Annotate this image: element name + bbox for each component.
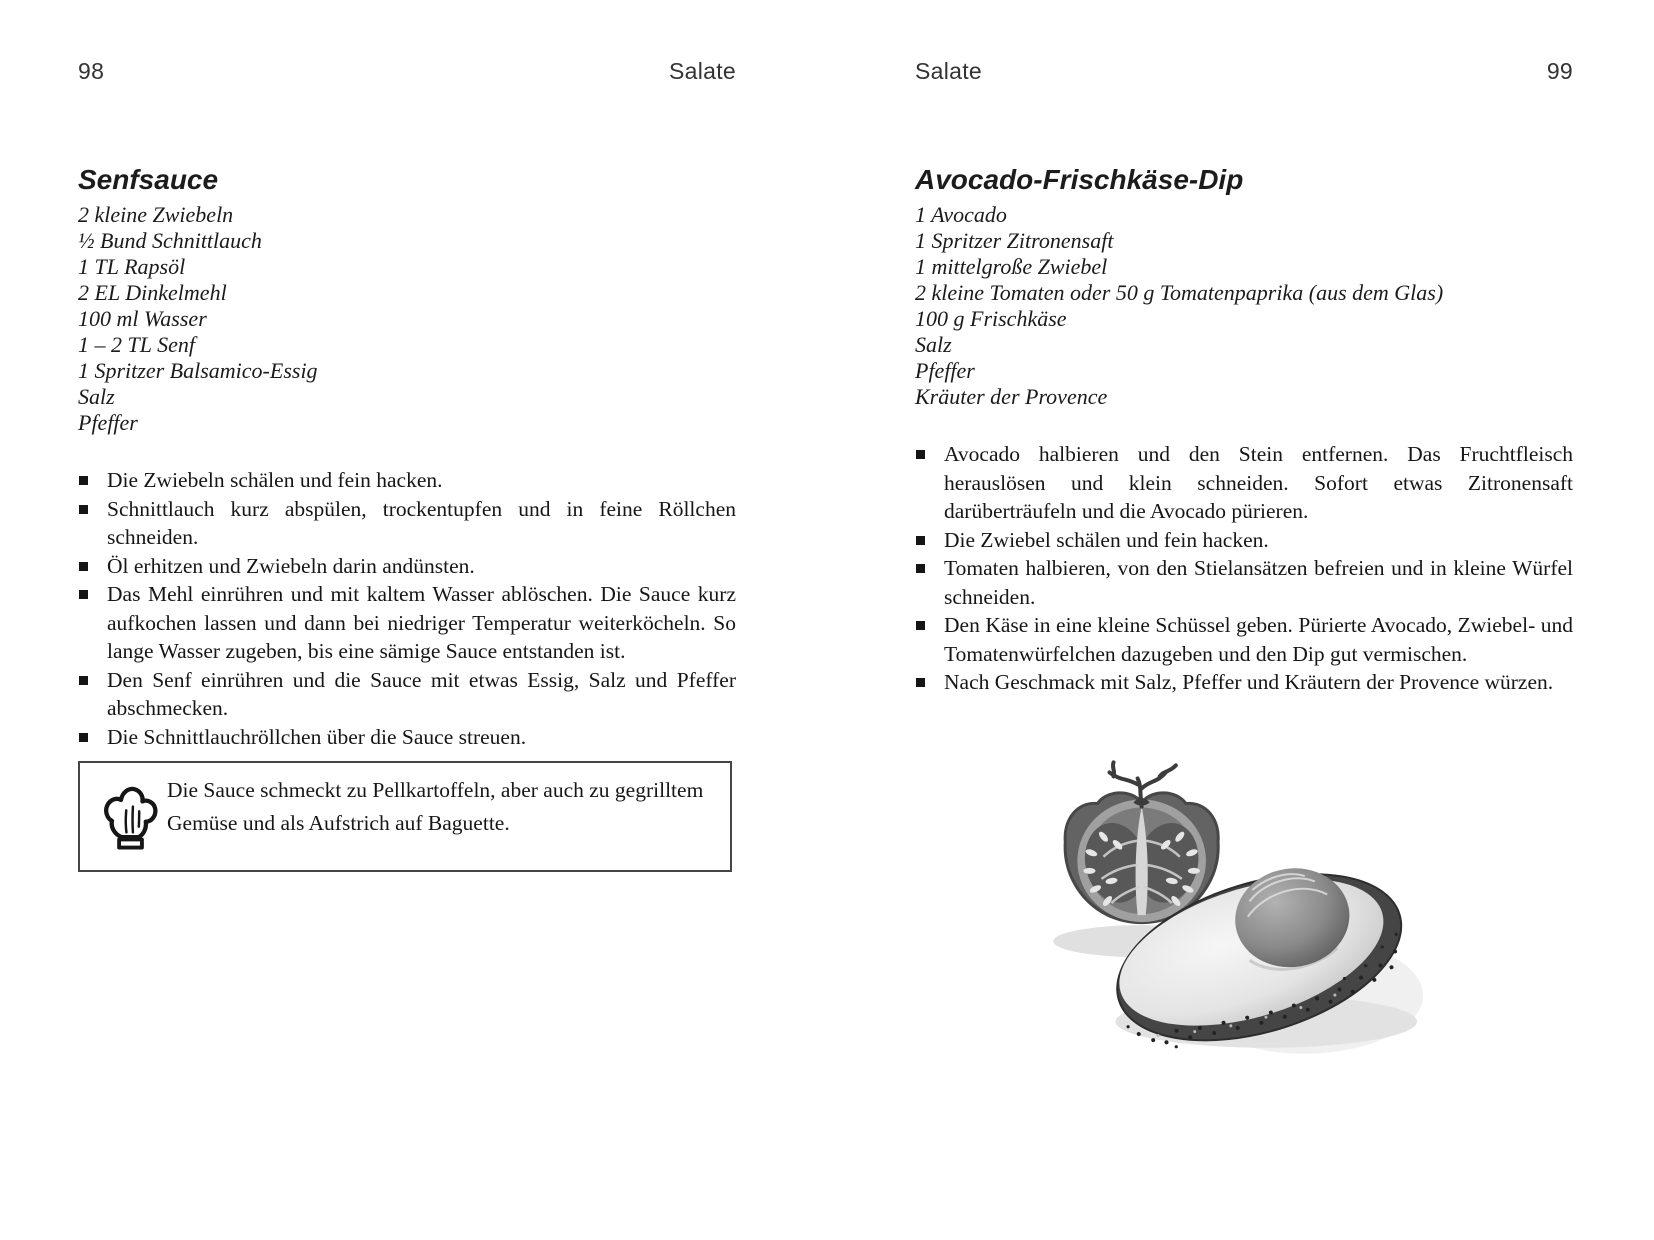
step-item (915, 554, 1573, 611)
step-list-right (915, 440, 1573, 697)
running-header-left (78, 58, 736, 85)
ingredient-item: Pfeffer (915, 358, 975, 383)
step-item (915, 440, 1573, 526)
bullet-square-icon (79, 676, 88, 685)
ingredient-item: 1 TL Rapsöl (78, 254, 186, 279)
step-item (78, 552, 736, 581)
step-text: Den Senf einrühren und die Sauce mit etwas Essig, Salz und Pfeffer abschmecken. (107, 667, 736, 720)
ingredient-item: ½ Bund Schnittlauch (78, 228, 262, 253)
step-item (78, 666, 736, 723)
bullet-square-icon (916, 621, 925, 630)
recipe-title-avocado-dip: Avocado-Frischkäse-Dip (915, 164, 1244, 195)
ingredient-item: 2 EL Dinkelmehl (78, 280, 227, 305)
ingredient-item: Pfeffer (78, 410, 138, 435)
bullet-square-icon (916, 564, 925, 573)
running-head-right: Salate (915, 58, 983, 84)
ingredient-item: 2 kleine Tomaten oder 50 g Tomatenpaprika (aus dem Glas) (915, 280, 1444, 305)
step-item (78, 580, 736, 666)
ingredient-item: 1 Spritzer Zitronensaft (915, 228, 1114, 253)
step-item (915, 668, 1573, 697)
step-text: Avocado halbieren und den Stein entfernen. Das Fruchtfleisch herauslösen und klein schneiden. Sofort etwas Zitronensaft darüberträufeln und die Avocado pürieren. (944, 442, 1573, 523)
step-item (78, 495, 736, 552)
step-text: Die Zwiebeln schälen und fein hacken. (107, 468, 443, 492)
bullet-square-icon (916, 450, 925, 459)
ingredient-item: Kräuter der Provence (915, 384, 1108, 409)
recipe-title-senfsauce: Senfsauce (78, 164, 219, 195)
step-text: Die Schnittlauchröllchen über die Sauce streuen. (107, 724, 527, 749)
bullet-square-icon (916, 678, 925, 687)
step-text: Die Zwiebel schälen und fein hacken. (944, 527, 1269, 552)
step-text: Das Mehl einrühren und mit kaltem Wasser ablöschen. Die Sauce kurz aufkochen lassen und dann bei niedriger Temperatur weiterköcheln. So lange Wasser zugeben, bis eine sämige Sauce entstanden ist. (107, 582, 736, 663)
tip-box (78, 761, 732, 872)
ingredient-item: 1 Avocado (915, 202, 1007, 227)
step-item (915, 526, 1573, 555)
bullet-square-icon (916, 536, 925, 545)
bullet-square-icon (79, 476, 88, 485)
tip-text: Die Sauce schmeckt zu Pellkartoffeln, aber auch zu gegrilltem Gemüse und als Aufstrich auf Baguette. (167, 778, 704, 835)
ingredient-list-left (78, 202, 318, 436)
ingredient-item: 1 – 2 TL Senf (78, 332, 195, 357)
bullet-square-icon (79, 505, 88, 514)
bullet-square-icon (79, 590, 88, 599)
page-left (78, 0, 736, 1240)
ingredient-item: 2 kleine Zwiebeln (78, 202, 234, 227)
ingredient-list-right (915, 202, 1443, 410)
page-number-right: 99 (1546, 58, 1573, 84)
bullet-square-icon (79, 562, 88, 571)
page-number-left: 98 (78, 58, 105, 84)
step-text: Den Käse in eine kleine Schüssel geben. Pürierte Avocado, Zwiebel- und Tomatenwürfelchen dazugeben und den Dip gut vermischen. (944, 613, 1573, 666)
step-item (78, 723, 736, 752)
ingredient-item: 1 Spritzer Balsamico-Essig (78, 358, 318, 383)
step-list-left (78, 466, 736, 751)
ingredient-item: 100 g Frischkäse (915, 306, 1067, 331)
step-item (78, 466, 736, 495)
bullet-square-icon (79, 733, 88, 742)
step-text: Schnittlauch kurz abspülen, trockentupfen und in feine Röllchen schneiden. (107, 496, 736, 549)
page-right (915, 0, 1573, 1240)
ingredient-item: 100 ml Wasser (78, 306, 207, 331)
running-head-left: Salate (668, 58, 736, 84)
ingredient-item: Salz (78, 384, 115, 409)
tomato-avocado-illustration (1003, 744, 1425, 1056)
step-item (915, 611, 1573, 668)
step-text: Tomaten halbieren, von den Stielansätzen befreien und in kleine Würfel schneiden. (944, 556, 1573, 609)
step-text: Öl erhitzen und Zwiebeln darin andünsten. (107, 553, 475, 578)
chef-hat-icon (102, 779, 160, 859)
step-text: Nach Geschmack mit Salz, Pfeffer und Kräutern der Provence würzen. (944, 670, 1554, 694)
running-header-right (915, 58, 1573, 85)
ingredient-item: Salz (915, 332, 952, 357)
ingredient-item: 1 mittelgroße Zwiebel (915, 254, 1108, 279)
